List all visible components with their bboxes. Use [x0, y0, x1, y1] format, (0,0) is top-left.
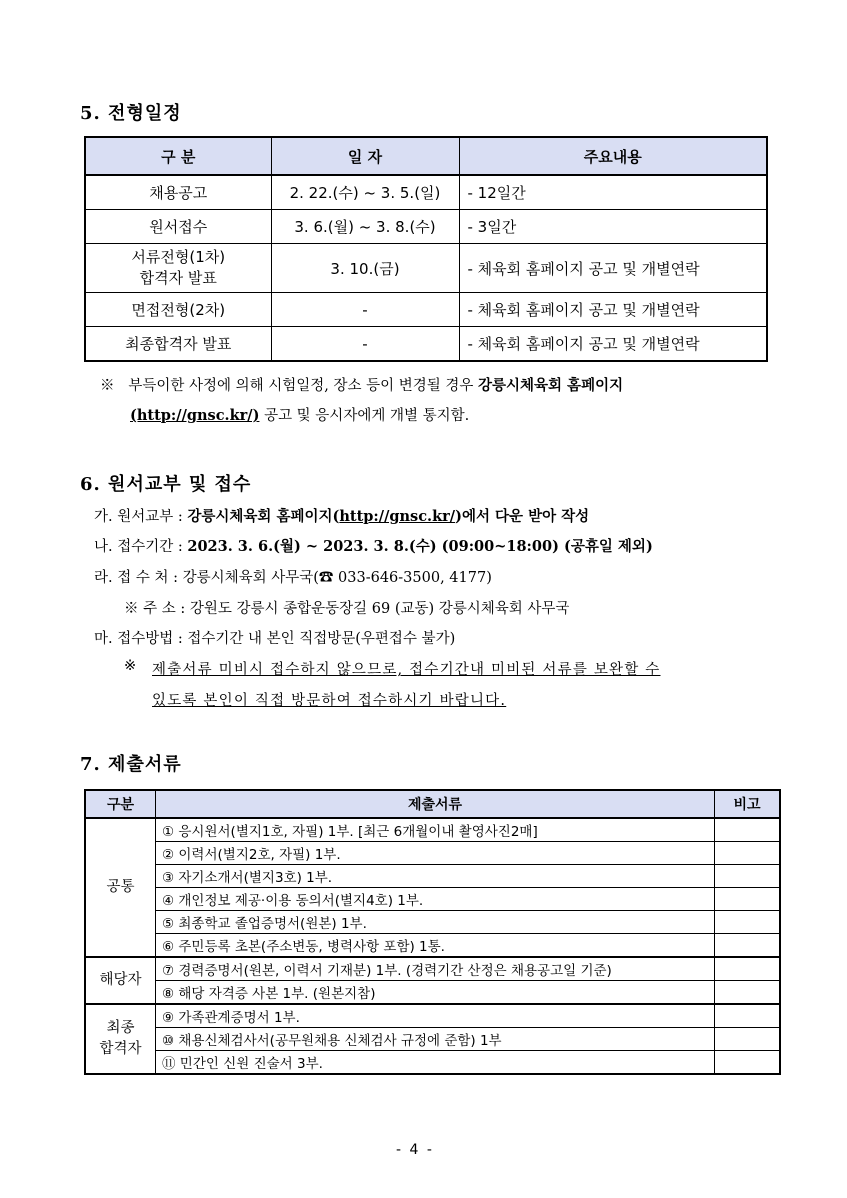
method-value: 접수기간 내 본인 직접방문(우편접수 불가) — [187, 631, 456, 647]
schedule-date: 2. 22.(수) ~ 3. 5.(일) — [271, 175, 459, 210]
table-row — [85, 981, 780, 1005]
section6-title: 6. 원서교부 및 접수 — [80, 474, 252, 495]
schedule-content: - 3일간 — [459, 210, 767, 244]
document-remark — [715, 981, 781, 1005]
period-label: 나. 접수기간 : — [94, 539, 183, 555]
document-remark — [715, 1004, 781, 1028]
schedule-date: - — [271, 293, 459, 327]
table-row — [85, 957, 780, 981]
schedule-date: 3. 6.(월) ~ 3. 8.(수) — [271, 210, 459, 244]
document-remark — [715, 911, 781, 934]
schedule-category: 원서접수 — [85, 210, 271, 244]
page-number: - 4 - — [396, 1142, 434, 1158]
document-item: ⑩ 채용신체검사서(공무원채용 신체검사 규정에 준함) 1부 — [156, 1028, 715, 1051]
schedule-category — [85, 244, 271, 293]
period-value: 2023. 3. 6.(월) ~ 2023. 3. 8.(수) (09:00~18:00) (공휴일 제외) — [187, 538, 653, 555]
documents-header-docs: 제출서류 — [156, 790, 715, 818]
table-row — [85, 842, 780, 865]
schedule-category: 면접전형(2차) — [85, 293, 271, 327]
document-item: ⑦ 경력증명서(원본, 이력서 기재분) 1부. (경력기간 산정은 채용공고일 기준) — [156, 957, 715, 981]
document-item: ⑧ 해당 자격증 사본 1부. (원본지참) — [156, 981, 715, 1005]
document-remark — [715, 1028, 781, 1051]
documents-header-row — [85, 790, 780, 818]
office-value-suffix: 033-646-3500, 4177) — [333, 570, 492, 586]
document-item: ⑥ 주민등록 초본(주소변동, 병력사항 포함) 1통. — [156, 934, 715, 958]
note-text2: 공고 및 응시자에게 개별 통지함. — [264, 408, 470, 424]
schedule-note — [100, 371, 780, 431]
table-row — [85, 934, 780, 958]
distribution-value-suffix: )에서 다운 받아 작성 — [455, 508, 590, 525]
schedule-content: - 체육회 홈페이지 공고 및 개별연락 — [459, 327, 767, 362]
table-row — [85, 175, 767, 210]
final-cat-line2: 합격자 — [99, 1041, 142, 1057]
document-remark — [715, 818, 781, 842]
note-mark: ※ — [100, 378, 115, 394]
address-label: ※ 주 소 : — [124, 601, 186, 617]
documents-category-applicable: 해당자 — [85, 957, 156, 1004]
schedule-date: 3. 10.(금) — [271, 244, 459, 293]
schedule-header-category: 구 분 — [85, 137, 271, 175]
document-remark — [715, 888, 781, 911]
schedule-category: 최종합격자 발표 — [85, 327, 271, 362]
phone-icon: ☎ — [318, 570, 334, 586]
method-note-mark: ※ — [124, 658, 137, 674]
document-item: ① 응시원서(별지1호, 자필) 1부. [최근 6개월이내 촬영사진2매] — [156, 818, 715, 842]
method-line — [94, 627, 455, 648]
document-item: ⑤ 최종학교 졸업증명서(원본) 1부. — [156, 911, 715, 934]
documents-header-remarks: 비고 — [715, 790, 781, 818]
document-item: ② 이력서(별지2호, 자필) 1부. — [156, 842, 715, 865]
document-remark — [715, 957, 781, 981]
office-value-prefix: 강릉시체육회 사무국( — [182, 570, 319, 586]
documents-table — [84, 789, 781, 1075]
document-item: ⑨ 가족관계증명서 1부. — [156, 1004, 715, 1028]
schedule-table — [84, 136, 768, 362]
schedule-header-row — [85, 137, 767, 175]
table-row — [85, 1028, 780, 1051]
distribution-value-prefix: 강릉시체육회 홈페이지( — [187, 508, 340, 525]
schedule-category: 채용공고 — [85, 175, 271, 210]
document-remark — [715, 1051, 781, 1075]
table-row — [85, 888, 780, 911]
office-label: 라. 접 수 처 : — [94, 570, 178, 586]
method-note-line1: 제출서류 미비시 접수하지 않으므로, 접수기간내 미비된 서류를 보완할 수 — [152, 662, 661, 678]
table-row — [85, 244, 767, 293]
distribution-label: 가. 원서교부 : — [94, 509, 183, 525]
document-remark — [715, 865, 781, 888]
document-item: ③ 자기소개서(별지3호) 1부. — [156, 865, 715, 888]
schedule-header-date: 일 자 — [271, 137, 459, 175]
table-row — [85, 327, 767, 362]
documents-header-category: 구분 — [85, 790, 156, 818]
office-line — [94, 566, 492, 587]
schedule-category-line1: 서류전형(1차) — [131, 248, 226, 266]
address-value: 강원도 강릉시 종합운동장길 69 (교동) 강릉시체육회 사무국 — [189, 601, 570, 617]
method-label: 마. 접수방법 : — [94, 631, 183, 647]
schedule-date: - — [271, 327, 459, 362]
schedule-content: - 체육회 홈페이지 공고 및 개별연락 — [459, 293, 767, 327]
distribution-link[interactable]: http://gnsc.kr/ — [339, 508, 456, 525]
final-cat-line1: 최종 — [106, 1020, 135, 1036]
table-row — [85, 911, 780, 934]
table-row — [85, 1051, 780, 1075]
table-row — [85, 210, 767, 244]
period-line — [94, 535, 653, 556]
note-text1: 부득이한 사정에 의해 시험일정, 장소 등이 변경될 경우 — [128, 378, 474, 394]
table-row — [85, 865, 780, 888]
document-remark — [715, 842, 781, 865]
document-item: ⑪ 민간인 신원 진술서 3부. — [156, 1051, 715, 1075]
schedule-content: - 체육회 홈페이지 공고 및 개별연락 — [459, 244, 767, 293]
section5-title: 5. 전형일정 — [80, 103, 182, 124]
distribution-line — [94, 505, 589, 526]
schedule-header-content: 주요내용 — [459, 137, 767, 175]
document-item: ④ 개인정보 제공·이용 동의서(별지4호) 1부. — [156, 888, 715, 911]
documents-category-common: 공통 — [85, 818, 156, 957]
section7-title: 7. 제출서류 — [80, 754, 182, 775]
document-remark — [715, 934, 781, 958]
schedule-category-line2: 합격자 발표 — [139, 269, 217, 287]
note-bold: 강릉시체육회 홈페이지 — [477, 377, 624, 394]
schedule-content: - 12일간 — [459, 175, 767, 210]
table-row — [85, 1004, 780, 1028]
homepage-link[interactable]: (http://gnsc.kr/) — [130, 407, 260, 424]
method-note-line2: 있도록 본인이 직접 방문하여 접수하시기 바랍니다. — [152, 693, 507, 709]
documents-category-final — [85, 1004, 156, 1074]
address-line — [124, 597, 569, 618]
table-row — [85, 293, 767, 327]
table-row — [85, 818, 780, 842]
